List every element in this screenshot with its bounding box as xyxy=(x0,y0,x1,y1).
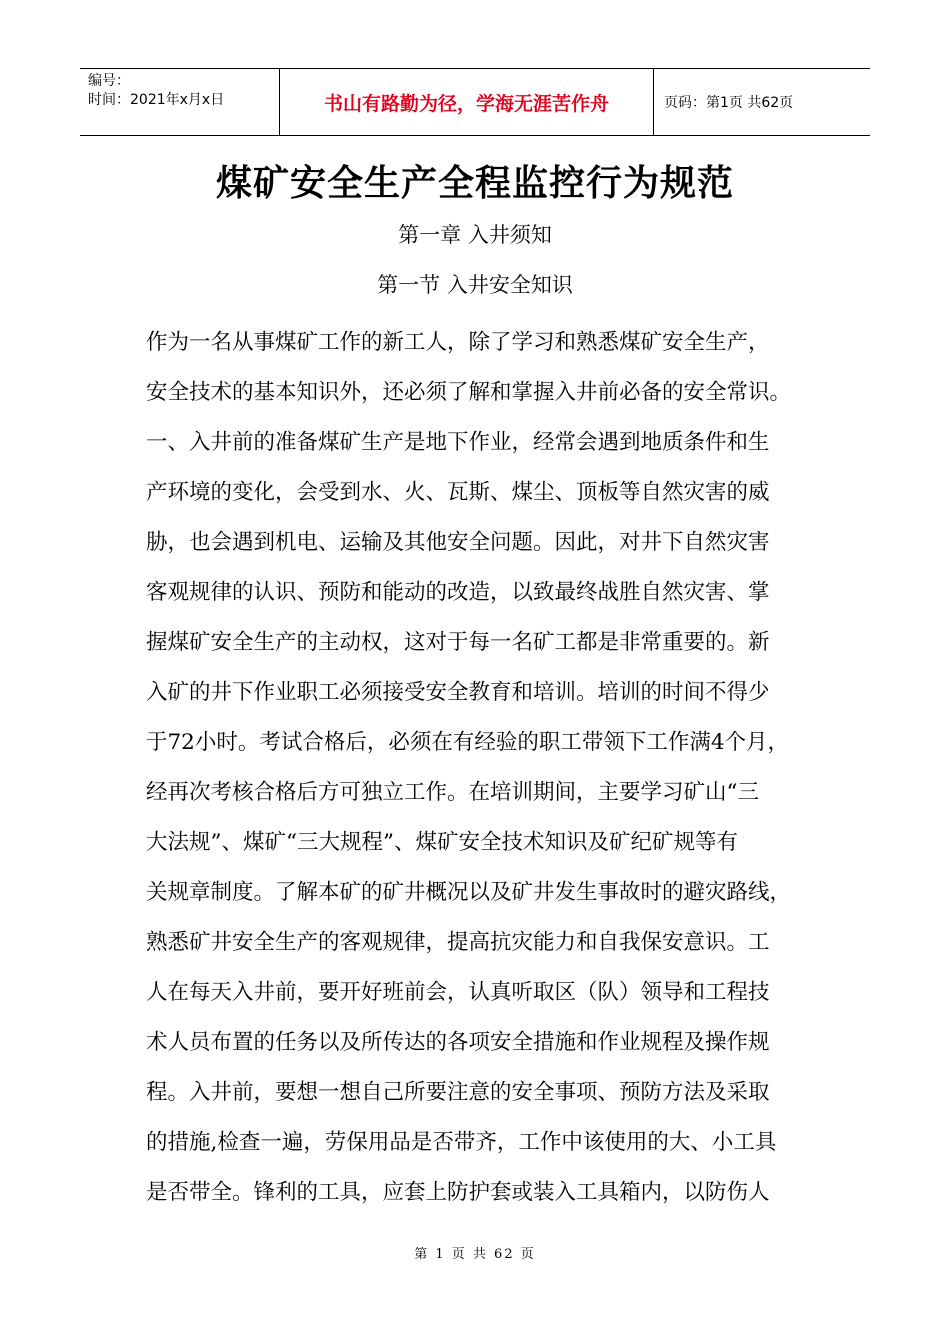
number-label: 编号： xyxy=(88,73,130,89)
body-line: 安全技术的基本知识外，还必须了解和掌握入井前必备的安全常识。 xyxy=(146,380,792,405)
page-footer: 第 1 页 共 62 页 xyxy=(414,1247,536,1262)
body-line: 入矿的井下作业职工必须接受安全教育和培训。培训的时间不得少 xyxy=(146,680,770,705)
body-line: 经再次考核合格后方可独立工作。在培训期间，主要学习矿山“三 xyxy=(146,780,759,805)
document-title: 煤矿安全生产全程监控行为规范 xyxy=(215,163,734,204)
body-line: 的措施,检查一遍，劳保用品是否带齐，工作中该使用的大、小工具 xyxy=(146,1130,777,1155)
body-line: 客观规律的认识、预防和能动的改造，以致最终战胜自然灾害、掌 xyxy=(146,580,770,605)
header-page-cell xyxy=(654,69,870,135)
body-line: 程。入井前，要想一想自己所要注意的安全事项、预防方法及采取 xyxy=(146,1080,770,1105)
section-heading: 第一节 入井安全知识 xyxy=(377,273,573,297)
body-line: 一、入井前的准备煤矿生产是地下作业，经常会遇到地质条件和生 xyxy=(146,430,770,455)
header-meta-cell xyxy=(80,69,280,135)
body-line: 人在每天入井前，要开好班前会，认真听取区（队）领导和工程技 xyxy=(146,980,770,1005)
body-line: 作为一名从事煤矿工作的新工人，除了学习和熟悉煤矿安全生产， xyxy=(146,330,770,355)
body-line: 于72小时。考试合格后，必须在有经验的职工带领下工作满4个月， xyxy=(146,730,790,755)
body-line: 产环境的变化，会受到水、火、瓦斯、煤尘、顶板等自然灾害的威 xyxy=(146,480,770,505)
body-line: 是否带全。锋利的工具，应套上防护套或装入工具箱内，以防伤人 xyxy=(146,1180,770,1205)
header-motto-cell xyxy=(280,69,654,135)
body-line: 关规章制度。了解本矿的矿井概况以及矿井发生事故时的避灾路线， xyxy=(146,880,792,905)
page-info: 页码：第1页 共62页 xyxy=(664,95,794,111)
body-line: 大法规”、煤矿“三大规程”、煤矿安全技术知识及矿纪矿规等有 xyxy=(146,830,738,855)
body-line: 胁，也会遇到机电、运输及其他安全问题。因此，对井下自然灾害 xyxy=(146,530,770,555)
time-label: 时间：2021年x月x日 xyxy=(88,92,225,108)
body-line: 熟悉矿井安全生产的客观规律，提高抗灾能力和自我保安意识。工 xyxy=(146,930,770,955)
header-table xyxy=(80,68,870,136)
body-text xyxy=(146,318,810,1218)
motto-text: 书山有路勤为径，学海无涯苦作舟 xyxy=(323,92,609,115)
body-line: 握煤矿安全生产的主动权，这对于每一名矿工都是非常重要的。新 xyxy=(146,630,770,655)
chapter-heading: 第一章 入井须知 xyxy=(398,223,552,247)
body-line: 术人员布置的任务以及所传达的各项安全措施和作业规程及操作规 xyxy=(146,1030,770,1055)
